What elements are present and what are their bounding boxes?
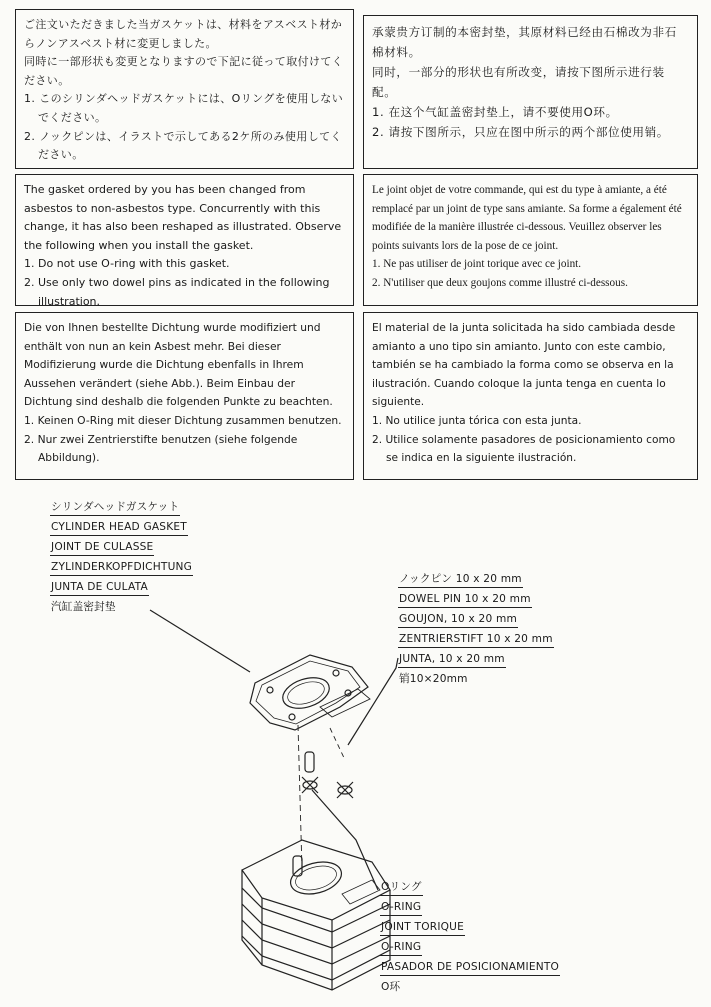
oring-leader-line <box>312 790 378 890</box>
dowel-label: GOUJON, 10 x 20 mm <box>398 610 518 628</box>
notice-note: 同時に一部形状も変更となりますので下記に従って取付けてください。 <box>24 55 344 87</box>
oring-label: O-RING <box>380 898 422 916</box>
notice-item-1: 1. Ne pas utiliser de joint torique avec ce joint. <box>372 258 582 271</box>
cylinder-block <box>242 840 390 990</box>
gasket-label: シリンダヘッドガスケット <box>50 498 180 516</box>
notice-intro: The gasket ordered by you has been changed from asbestos to non-asbestos type. Concurrently with this change, it has also been reshaped as illustrated. Observe the following when you install the gasket. <box>24 183 342 252</box>
gasket-label: 汽缸盖密封垫 <box>51 601 116 613</box>
notice-intro: 承蒙贵方订制的本密封垫，其原材料已经由石棉改为非石棉材料。 <box>372 25 677 59</box>
dowel-label: DOWEL PIN 10 x 20 mm <box>398 590 532 608</box>
gasket-label: CYLINDER HEAD GASKET <box>50 518 188 536</box>
dowel-label: ZENTRIERSTIFT 10 x 20 mm <box>398 630 554 648</box>
o-ring-crossed-2 <box>337 782 353 798</box>
notice-item-2: 2. Nur zwei Zentrierstifte benutzen (siehe folgende Abbildung). <box>24 432 298 465</box>
dowel-label: JUNTA, 10 x 20 mm <box>398 650 506 668</box>
notice-intro: ご注文いただきました当ガスケットは、材料をアスベスト材からノンアスベスト材に変更しました。 <box>24 18 343 50</box>
notice-item-1: 1. Keinen O-Ring mit dieser Dichtung zusammen benutzen. <box>24 413 342 427</box>
dowel-label-group <box>398 570 554 689</box>
notice-item-1: 1. No utilice junta tórica con esta junta. <box>372 414 582 427</box>
notice-item-1: 1. Do not use O-ring with this gasket. <box>24 257 230 271</box>
gasket-leader-line <box>150 610 250 672</box>
oring-label: O-RING <box>380 938 422 956</box>
notice-item-2: 2. Utilice solamente pasadores de posicionamiento como se indica en la siguiente ilustración. <box>372 433 676 465</box>
oring-label: Oリング <box>380 878 423 896</box>
dowel-label: ノックピン 10 x 20 mm <box>398 570 523 588</box>
gasket-label: JOINT DE CULASSE <box>50 538 154 556</box>
cylinder-head-gasket <box>250 655 370 730</box>
gasket-label-group <box>50 498 193 617</box>
oring-label: PASADOR DE POSICIONAMIENTO <box>380 958 560 976</box>
gasket-label: JUNTA DE CULATA <box>50 578 149 596</box>
oring-label: JOINT TORIQUE <box>380 918 465 936</box>
oring-label-group <box>380 878 560 997</box>
notice-item-2: 2. Use only two dowel pins as indicated in the following illustration. <box>24 275 330 308</box>
o-ring-crossed-1 <box>302 777 318 793</box>
notice-item-1: 1. 在这个气缸盖密封垫上，请不要使用O环。 <box>372 105 618 119</box>
dowel-pin-upper <box>305 752 314 772</box>
dowel-label: 销10×20mm <box>399 673 468 685</box>
notice-intro: Le joint objet de votre commande, qui est du type à amiante, a été remplacé par un joint de type sans amiante. Sa forme a également été modifiée de la manière illustrée ci-dessous. Veuillez observer les points suivants lors de la pose de ce joint. <box>372 184 682 252</box>
notice-item-2: 2. N'utiliser que deux goujons comme illustré ci-dessous. <box>372 276 628 289</box>
oring-label: O环 <box>381 981 401 993</box>
gasket-label: ZYLINDERKOPFDICHTUNG <box>50 558 193 576</box>
notice-item-1: 1. このシリンダヘッドガスケットには、Oリングを使用しないでください。 <box>24 92 344 124</box>
notice-note: 同时，一部分的形状也有所改变，请按下图所示进行装配。 <box>372 65 665 99</box>
notice-intro: Die von Ihnen bestellte Dichtung wurde modifiziert und enthält von nun an kein Asbest mehr. Bei dieser Modifizierung wurde die Dichtung ebenfalls in Ihrem Aussehen verändert (siehe Abb.). Beim Einbau der Dichtung sind deshalb die folgenden Punkte zu beachten. <box>24 321 333 409</box>
notice-item-2: 2. 请按下图所示，只应在图中所示的两个部位使用销。 <box>372 125 670 139</box>
notice-intro: El material de la junta solicitada ha sido cambiada desde amianto a uno tipo sin amianto. Junto con este cambio, también se ha cambiado la forma como se observa en la ilustración. Cuando coloque la junta tenga en cuenta lo siguiente. <box>372 322 676 409</box>
notice-item-2: 2. ノックピンは、イラストで示してある2ケ所のみ使用してください。 <box>24 129 342 162</box>
